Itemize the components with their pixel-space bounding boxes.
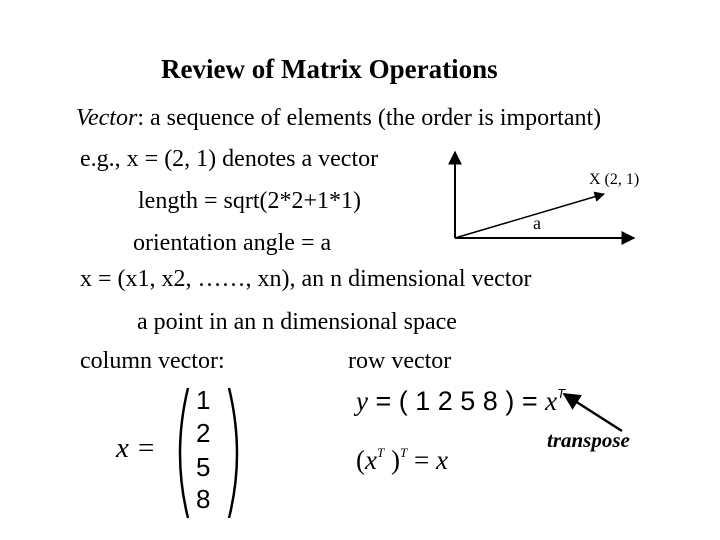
column-vector (116, 385, 246, 520)
point-label: X (2, 1) (589, 171, 640, 188)
row-vector-equation: y = ( 1 2 5 8 ) = $x^T$ (356, 386, 566, 416)
angle-label: a (533, 213, 541, 233)
column-entry: 1 (196, 385, 211, 415)
column-entry: 2 (196, 418, 211, 448)
transpose-identity: ($x^T$ )$^T$ = x (356, 445, 448, 475)
column-entry: 8 (196, 484, 211, 514)
column-entry: 5 (196, 452, 211, 482)
vector-arrow (455, 194, 604, 238)
vector-term: Vector (76, 105, 138, 131)
column-vector-label: column vector: (80, 348, 225, 374)
row-vector-label: row vector (348, 348, 452, 374)
n-dimensional-line: x = (x1, x2, ……, xn), an n dimensional vector (80, 266, 532, 292)
example-line: e.g., x = (2, 1) denotes a vector (80, 146, 379, 172)
transpose-label: transpose (547, 428, 630, 452)
point-line: a point in an n dimensional space (137, 309, 457, 335)
column-vector-lhs: x = (116, 432, 156, 464)
transpose-arrow (564, 394, 622, 431)
page-title: Review of Matrix Operations (161, 54, 498, 84)
vector-definition-text: : a sequence of elements (the order is important) (137, 105, 602, 131)
orientation-line: orientation angle = a (133, 230, 332, 256)
length-line: length = sqrt(2*2+1*1) (138, 188, 362, 214)
